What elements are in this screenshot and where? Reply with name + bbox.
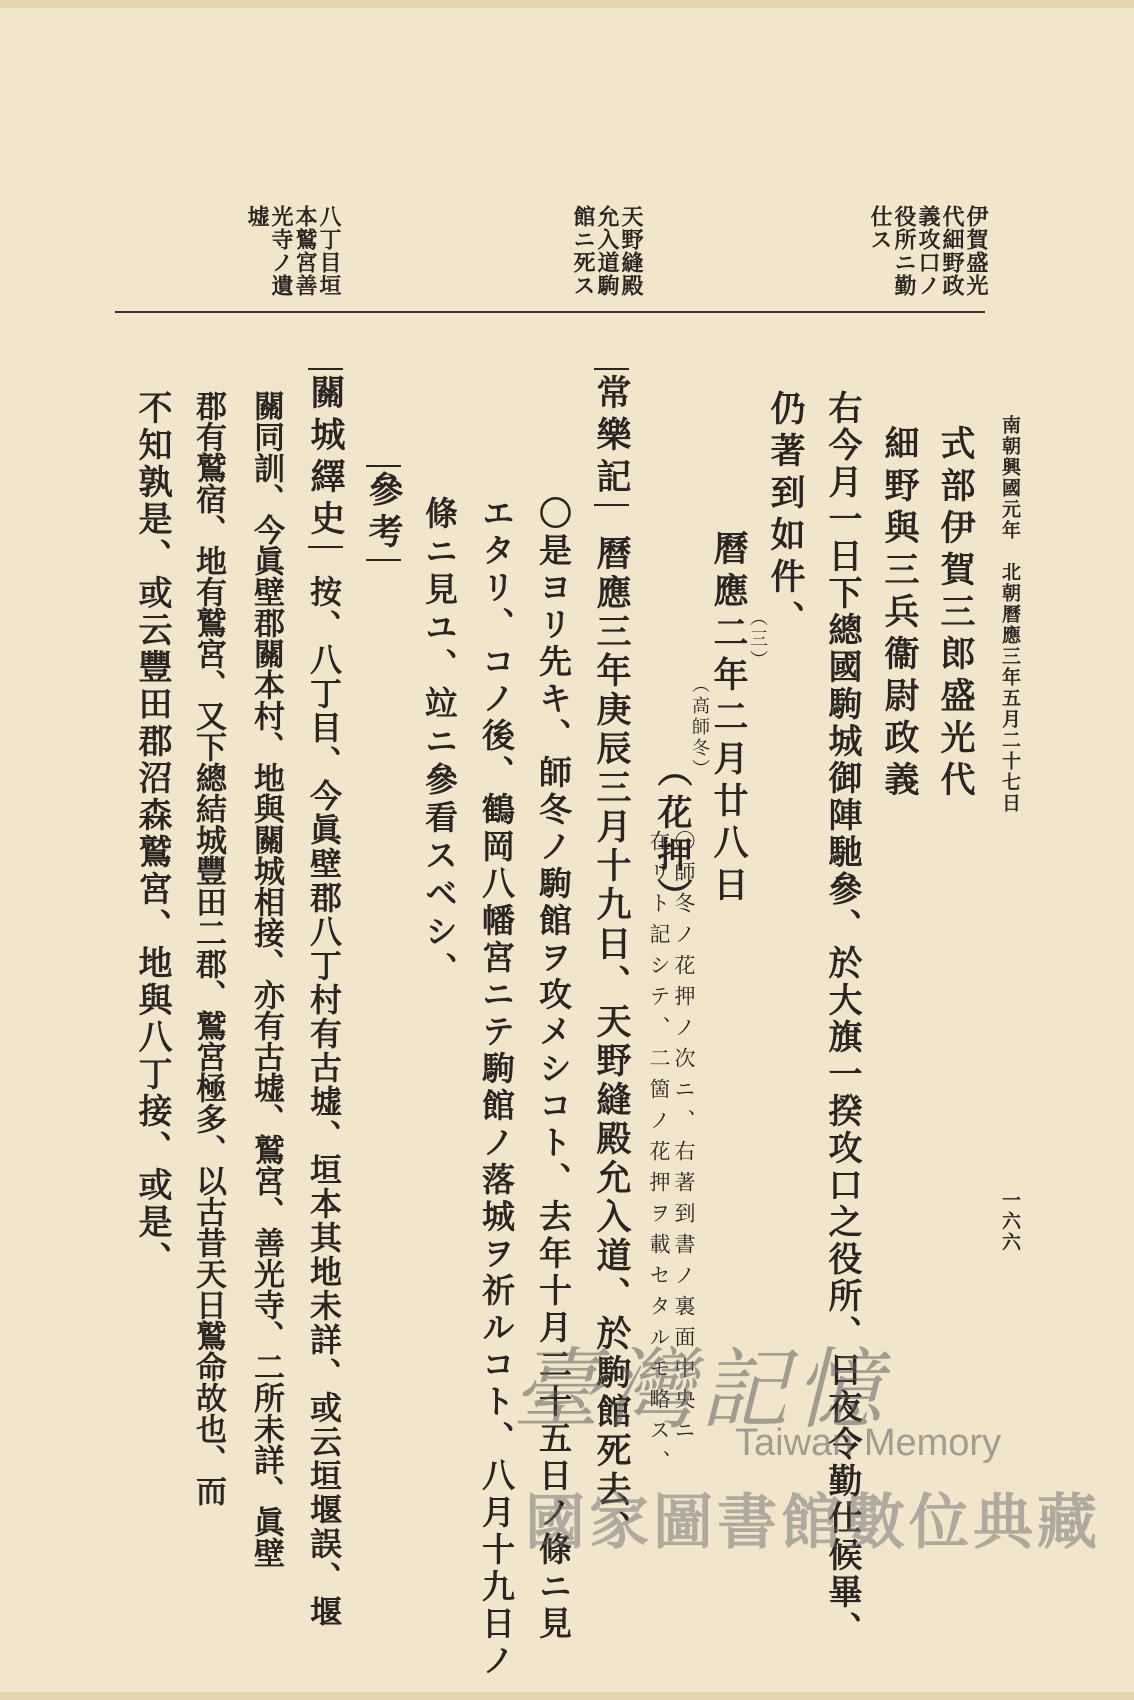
page-edge-bottom [0, 1692, 1134, 1700]
body-col-1: 式部伊賀三郎盛光代 [935, 425, 976, 803]
note-col: 代細野政 [939, 205, 965, 297]
note-col: 本鷲宮善 [292, 205, 318, 297]
page-number: 一六六 [999, 1190, 1021, 1253]
body-col-7: 曆應三年庚辰三月十九日、天野縫殿允入道、於駒館死去、 [591, 535, 632, 1549]
running-head: 南朝興國元年 北朝曆應三年五月二十七日 [999, 415, 1021, 814]
body-col-5-date: 曆應二年二月廿八日 [708, 530, 749, 908]
body-col-12: 按、八丁目、今眞壁郡八丁村有古墟、垣本其地未詳、或云垣堰誤、堰 [305, 575, 343, 1629]
note-col: 光寺ノ遺 [268, 205, 294, 297]
note-col: 伊賀盛光 [963, 205, 989, 297]
body-col-2: 細野與三兵衞尉政義 [879, 425, 920, 803]
note-col: 仕ス [867, 205, 893, 251]
body-col-13: 關同訓、今眞壁郡關本村、地與關城相接、亦有古墟、鷲宮、善光寺、二所未詳、眞壁 [248, 390, 284, 1568]
note-col: 役所ニ勤 [891, 205, 917, 297]
note-col: 天野縫殿 [618, 205, 644, 297]
section-label-reference: 參考 [366, 465, 401, 561]
horizontal-rule [115, 311, 985, 313]
note-col: 義攻口ノ [915, 205, 941, 297]
source-label-joraku: 常樂記 [594, 368, 629, 506]
body-col-10: 條ニ見ユ、竝ニ參看スベシ、 [420, 496, 459, 990]
body-col-15: 不知孰是、或云豐田郡沼森鷲宮、地與八丁接、或是、 [132, 390, 172, 1278]
body-col-3: 右今月一日下總國駒城御陣馳參、於大旗一揆攻口之役所、日夜令勤仕候畢、 [822, 390, 862, 1648]
body-col-14: 郡有鷲宿、地有鷲宮、又下總結城豐田二郡、鷲宮極多、以古昔天日鷲命故也、而 [190, 390, 226, 1506]
body-col-9: エタリ、コノ後、鶴岡八幡宮ニテ駒館ノ落城ヲ祈ルコト、八月十九日ノ [477, 496, 516, 1680]
body-col-8: 〇是ヨリ先キ、師冬ノ駒館ヲ攻メシコト、去年十月二十五日ノ條ニ見 [534, 496, 573, 1643]
source-label-kanjo: 關城繹史 [308, 368, 343, 548]
body-col-6-gloss: （高師冬） [689, 675, 710, 780]
watermark-title: 臺灣記憶 [512, 1338, 889, 1441]
note-col: 八丁目垣 [316, 205, 342, 297]
body-col-6-kao: （花押） [652, 752, 693, 920]
body-col-5-sub: （三） [747, 608, 768, 671]
note-col: 允入道駒 [594, 205, 620, 297]
watermark-library: 國家圖書館數位典藏 [525, 1488, 1101, 1558]
body-col-6-note-b: 在リト記シテ、二箇ノ花押ヲ載セタルモ略ス、 [647, 830, 671, 1481]
page-edge-top [0, 0, 1134, 8]
body-col-4: 仍著到如件、 [765, 390, 806, 642]
watermark-english: Taiwan Memory [735, 1422, 1002, 1464]
body-col-6-note-a: 〇師冬ノ花押ノ次ニ、右著到書ノ裏面中央ニ [672, 830, 696, 1450]
note-col: 墟 [244, 205, 270, 228]
note-col: 館ニ死ス [570, 205, 596, 297]
